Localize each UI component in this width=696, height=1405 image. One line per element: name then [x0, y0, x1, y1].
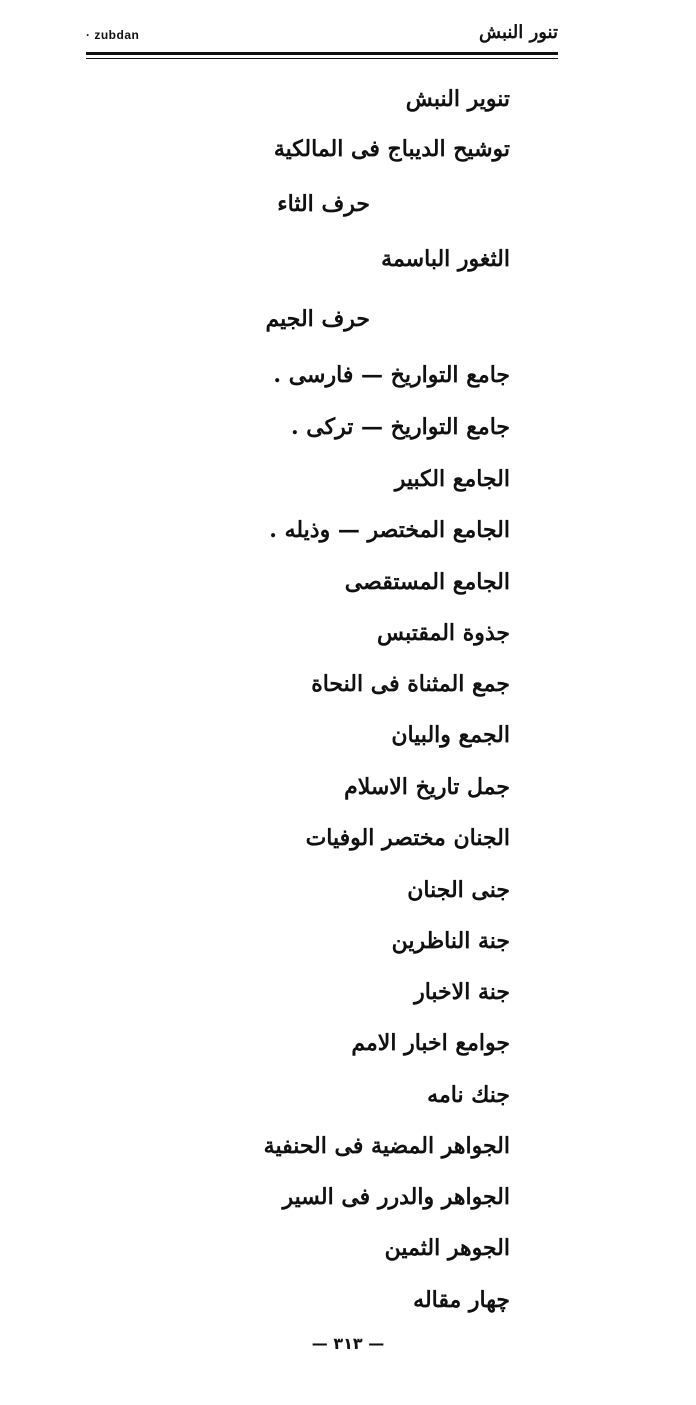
list-item: جذوة المقتبس — [377, 620, 510, 646]
list-item: تنوير النبش — [405, 86, 510, 112]
list-item: الجوهر الثمين — [384, 1235, 510, 1261]
section-heading: حرف الجيم — [265, 306, 370, 332]
list-item: الجنان مختصر الوفيات — [305, 825, 510, 851]
section-heading: حرف الثاء — [277, 191, 370, 217]
list-item: جنك نامه — [427, 1082, 510, 1108]
list-item: الجواهر والدرر فى السير — [282, 1184, 510, 1210]
running-head — [86, 22, 558, 48]
list-item: جنة الناظرين — [391, 928, 510, 954]
list-item: جمل تاريخ الاسلام — [344, 774, 510, 800]
running-head-title: تنور النبش — [479, 22, 558, 43]
header-rule-thick — [86, 52, 558, 55]
list-item: چهار مقاله — [413, 1287, 510, 1313]
list-item: جنى الجنان — [407, 877, 510, 903]
page-number: — ٣١٣ — — [311, 1334, 385, 1353]
list-item: جامع التواريخ — تركى . — [290, 414, 510, 440]
list-item: الجامع المختصر — وذيله . — [269, 517, 510, 543]
list-item: توشيح الديباج فى المالكية — [273, 136, 510, 162]
list-item: الجامع المستقصى — [344, 569, 510, 595]
running-head-left: · zubdan — [86, 28, 140, 42]
header-rule-thin — [86, 58, 558, 59]
list-item: جامع التواريخ — فارسى . — [273, 362, 510, 388]
list-item: الجواهر المضية فى الحنفية — [263, 1133, 510, 1159]
list-item: الثغور الباسمة — [381, 246, 510, 272]
list-item: جنة الاخبار — [414, 979, 510, 1005]
list-item: جوامع اخبار الامم — [351, 1030, 510, 1056]
list-item: الجمع والبيان — [391, 722, 510, 748]
list-item: الجامع الكبير — [394, 466, 510, 492]
list-item: جمع المثناة فى النحاة — [311, 671, 510, 697]
